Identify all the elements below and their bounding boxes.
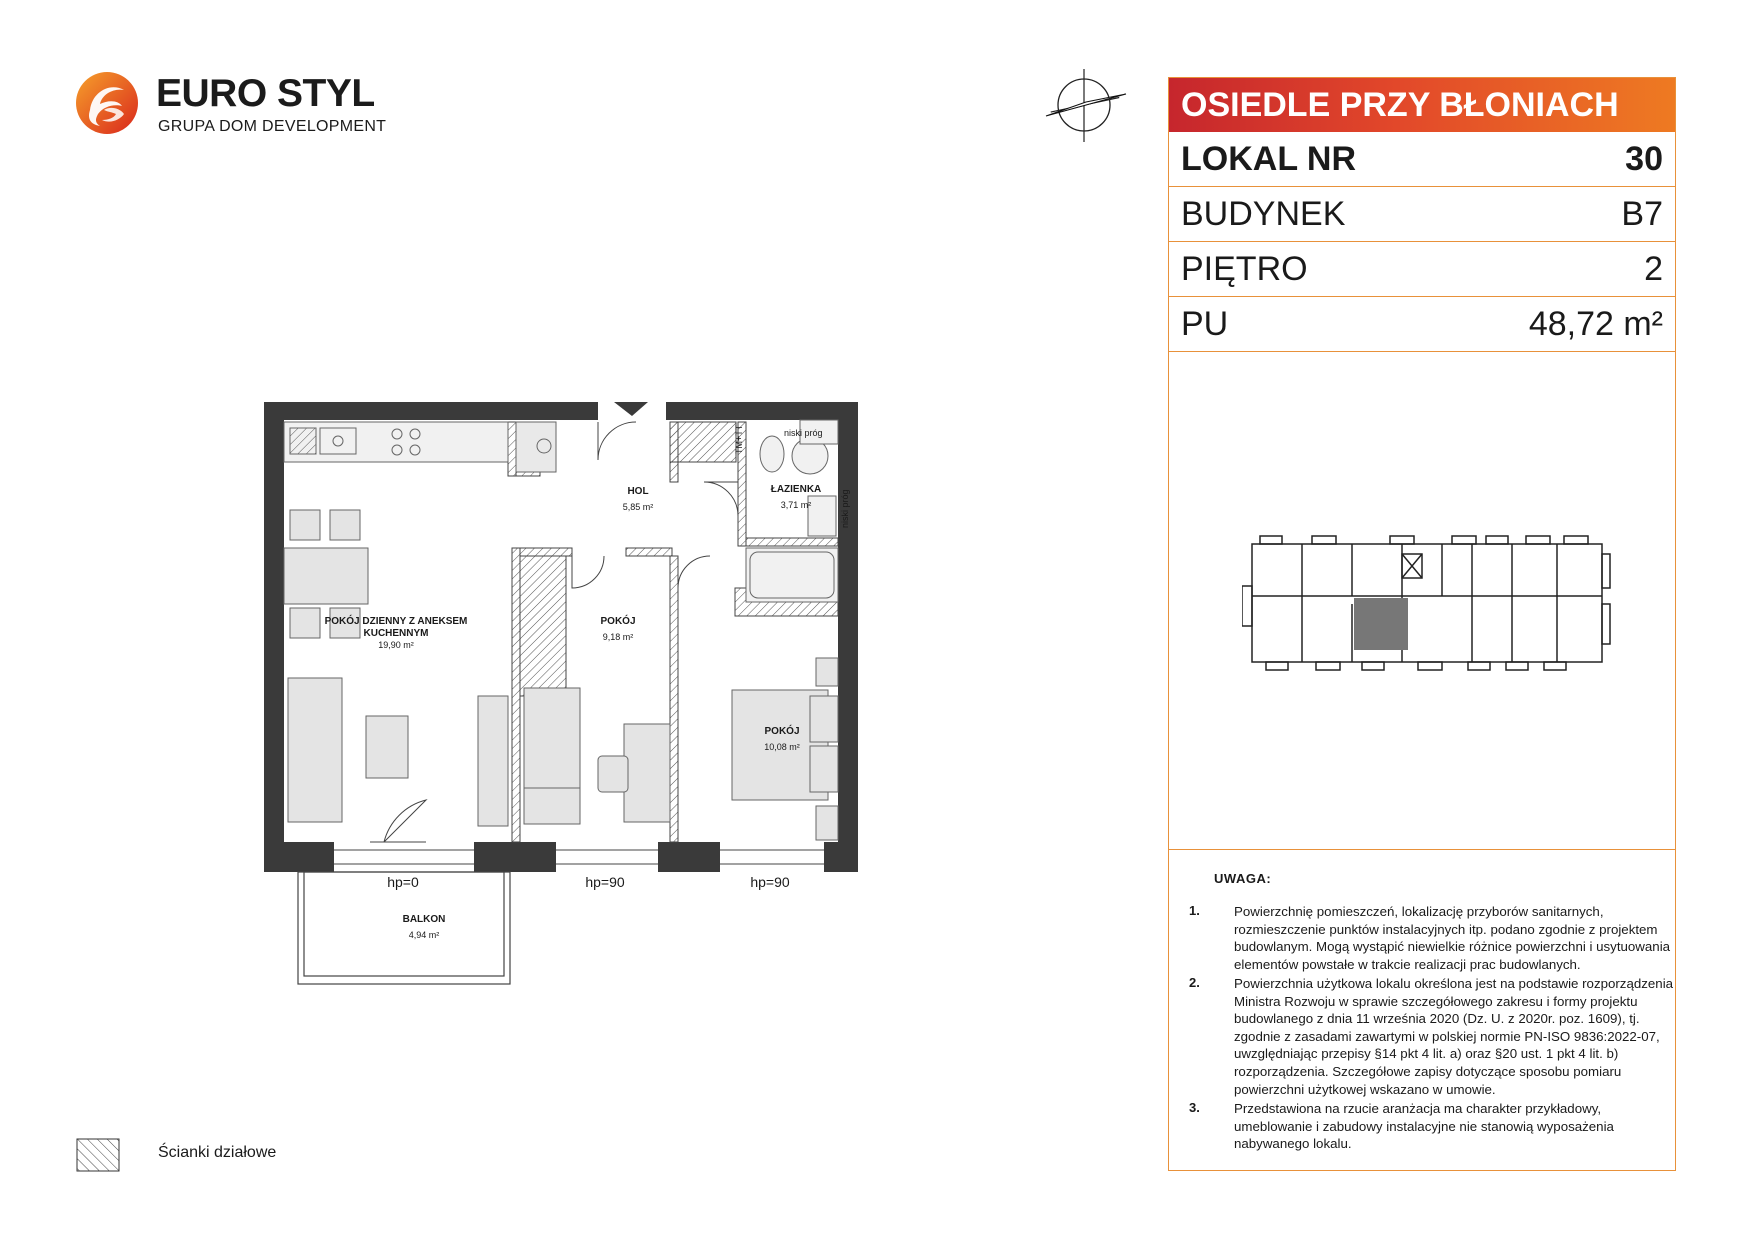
floor-plan [260,398,890,990]
building-keyplan [1242,534,1612,682]
logo-name: EURO STYL [156,72,375,115]
note-number: 1. [1189,903,1200,918]
row-label: PIĘTRO [1181,250,1308,288]
row-pu [1169,297,1675,352]
row-label: BUDYNEK [1181,195,1346,233]
highlighted-unit [1354,598,1408,650]
note-text: Powierzchnię pomieszczeń, lokalizację przyborów sanitarnych, rozmieszczenie punktów instalacyjnych itp. podano zgodnie z projektem budowlanym. Mogą wystąpić niewielkie różnice powierzchni i usytuowania elementów powstałe w trakcie realizacji prac budowlanych. [1234,904,1671,972]
north-arrow-icon [1040,64,1130,144]
row-value: 2 [1644,250,1663,288]
note-item [1189,1100,1669,1160]
room-area-room-1: 9,18 m² [602,632,634,642]
row-label: PU [1181,305,1229,343]
info-panel [1168,77,1676,1171]
room-name-room-2: POKÓJ [764,726,800,737]
window-height-label: hp=0 [387,874,419,890]
room-area-bathroom: 3,71 m² [780,500,812,510]
logo-mark-icon [74,70,140,136]
room-name-living: POKÓJ DZIENNY Z ANEKSEM [324,616,468,627]
panel-divider [1169,849,1675,850]
partition-wall-legend-icon [76,1138,120,1172]
row-label: LOKAL NR [1181,140,1357,178]
room-name-room-1: POKÓJ [600,616,636,627]
room-area-hol: 5,85 m² [622,502,654,512]
room-name-balcony: BALKON [402,914,446,925]
logo [74,70,387,140]
window-height-label: hp=90 [750,874,790,890]
notes-title: UWAGA: [1214,871,1272,886]
room-name-bathroom: ŁAZIENKA [770,484,822,495]
room-name-living-2: KUCHENNYM [363,628,429,639]
tm-tt-label: TM+TT [734,424,744,454]
room-area-living: 19,90 m² [378,640,414,650]
row-value: 48,72 m² [1528,305,1663,343]
note-number: 3. [1189,1100,1200,1115]
window-height-label: hp=90 [585,874,625,890]
row-value: B7 [1621,195,1663,233]
note-item [1189,903,1669,973]
room-area-balcony: 4,94 m² [408,930,440,940]
row-lokal [1169,132,1675,187]
room-name-hol: HOL [627,486,649,497]
panel-header: OSIEDLE PRZY BŁONIACH [1169,78,1675,132]
logo-subtitle: GRUPA DOM DEVELOPMENT [158,118,387,135]
low-threshold-label: niski próg [784,428,823,438]
row-budynek [1169,187,1675,242]
row-value: 30 [1625,140,1663,178]
note-number: 2. [1189,975,1200,990]
note-text: Powierzchnia użytkowa lokalu określona jest na podstawie rozporządzenia Ministra Rozwoju w sprawie szczegółowego zakresu i formy projektu budowlanego z dnia 11 września 2020 (Dz. U. z 2020r. poz. 1609), tj. zgodnie z zasadami zawartymi w polskiej normie PN-ISO 9836:2022-07, uwzględniając przepisy §14 pkt 4 lit. a) oraz §20 ust. 1 pkt 4 lit. b) rozporządzenia. Szczegółowe zapisy dotyczące sposobu pomiaru powierzchni użytkowej wskazano w umowie. [1234,976,1674,1097]
note-text: Przedstawiona na rzucie aranżacja ma charakter przykładowy, umeblowanie i zabudowy instalacyjne nie stanowią wyposażenia nabywanego lokalu. [1234,1101,1614,1152]
note-item [1189,975,1674,1100]
row-pietro [1169,242,1675,297]
low-threshold-label: niski próg [840,489,850,528]
room-area-room-2: 10,08 m² [764,742,800,752]
legend-label: Ścianki działowe [158,1144,277,1161]
